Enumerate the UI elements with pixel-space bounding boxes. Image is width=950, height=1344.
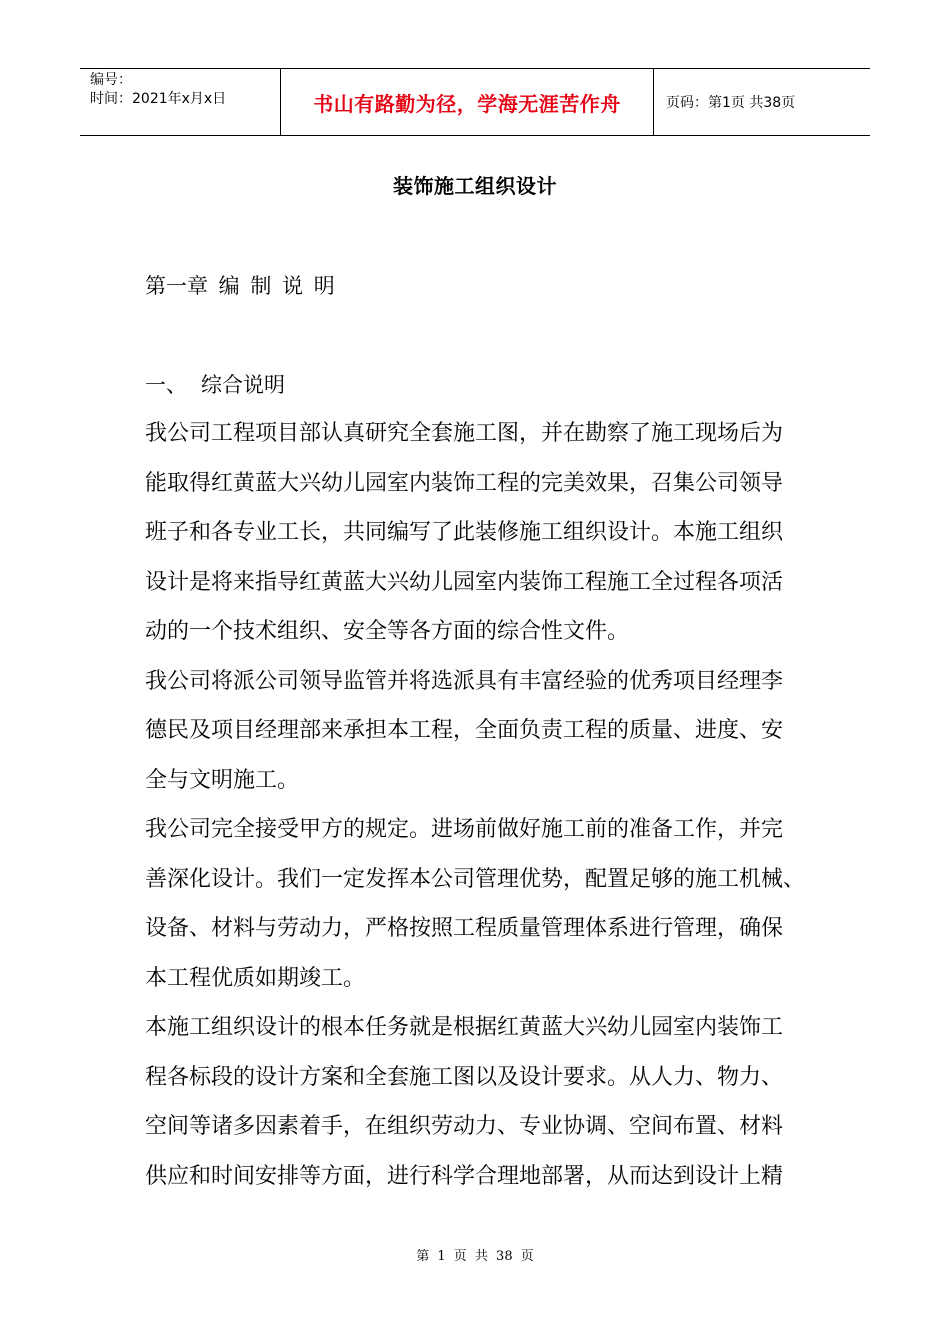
document-date-label: 时间：2021年x月x日	[90, 91, 227, 107]
text-line: 全与文明施工。	[145, 767, 300, 793]
section-heading	[145, 369, 285, 399]
document-number-label: 编号：	[90, 72, 132, 88]
text-line: 善深化设计。我们一定发挥本公司管理优势，配置足够的施工机械、	[145, 866, 806, 892]
section-title: 综合说明	[201, 373, 285, 397]
body-text	[145, 409, 835, 1201]
header-meta-cell	[80, 69, 281, 135]
section-number: 一、	[145, 373, 187, 397]
text-line: 空间等诸多因素着手，在组织劳动力、专业协调、空间布置、材料	[145, 1114, 784, 1139]
text-line: 我公司工程项目部认真研究全套施工图，并在勘察了施工现场后为	[145, 421, 784, 446]
text-line: 我公司将派公司领导监管并将选派具有丰富经验的优秀项目经理李	[145, 668, 784, 694]
text-line: 动的一个技术组织、安全等各方面的综合性文件。	[145, 619, 630, 644]
page-header	[80, 68, 870, 136]
document-title: 装饰施工组织设计	[393, 174, 557, 198]
text-line: 供应和时间安排等方面，进行科学合理地部署，从而达到设计上精	[145, 1163, 784, 1189]
chapter-heading: 第一章 编 制 说 明	[145, 274, 335, 298]
text-line: 班子和各专业工长，共同编写了此装修施工组织设计。本施工组织	[145, 520, 784, 545]
text-line: 德民及项目经理部来承担本工程，全面负责工程的质量、进度、安	[145, 718, 784, 743]
header-motto: 书山有路勤为径，学海无涯苦作舟	[281, 69, 654, 135]
text-line: 能取得红黄蓝大兴幼儿园室内装饰工程的完美效果，召集公司领导	[145, 470, 784, 496]
text-line: 我公司完全接受甲方的规定。进场前做好施工前的准备工作，并完	[145, 817, 784, 842]
page-footer: 第 1 页 共 38 页	[416, 1249, 534, 1264]
text-line: 本施工组织设计的根本任务就是根据红黄蓝大兴幼儿园室内装饰工	[145, 1015, 784, 1040]
text-line: 设备、材料与劳动力，严格按照工程质量管理体系进行管理，确保	[145, 916, 784, 941]
text-line: 程各标段的设计方案和全套施工图以及设计要求。从人力、物力、	[145, 1064, 784, 1090]
header-page-info: 页码：第1页 共38页	[666, 95, 796, 111]
text-line: 设计是将来指导红黄蓝大兴幼儿园室内装饰工程施工全过程各项活	[145, 569, 784, 595]
text-line: 本工程优质如期竣工。	[145, 965, 366, 991]
